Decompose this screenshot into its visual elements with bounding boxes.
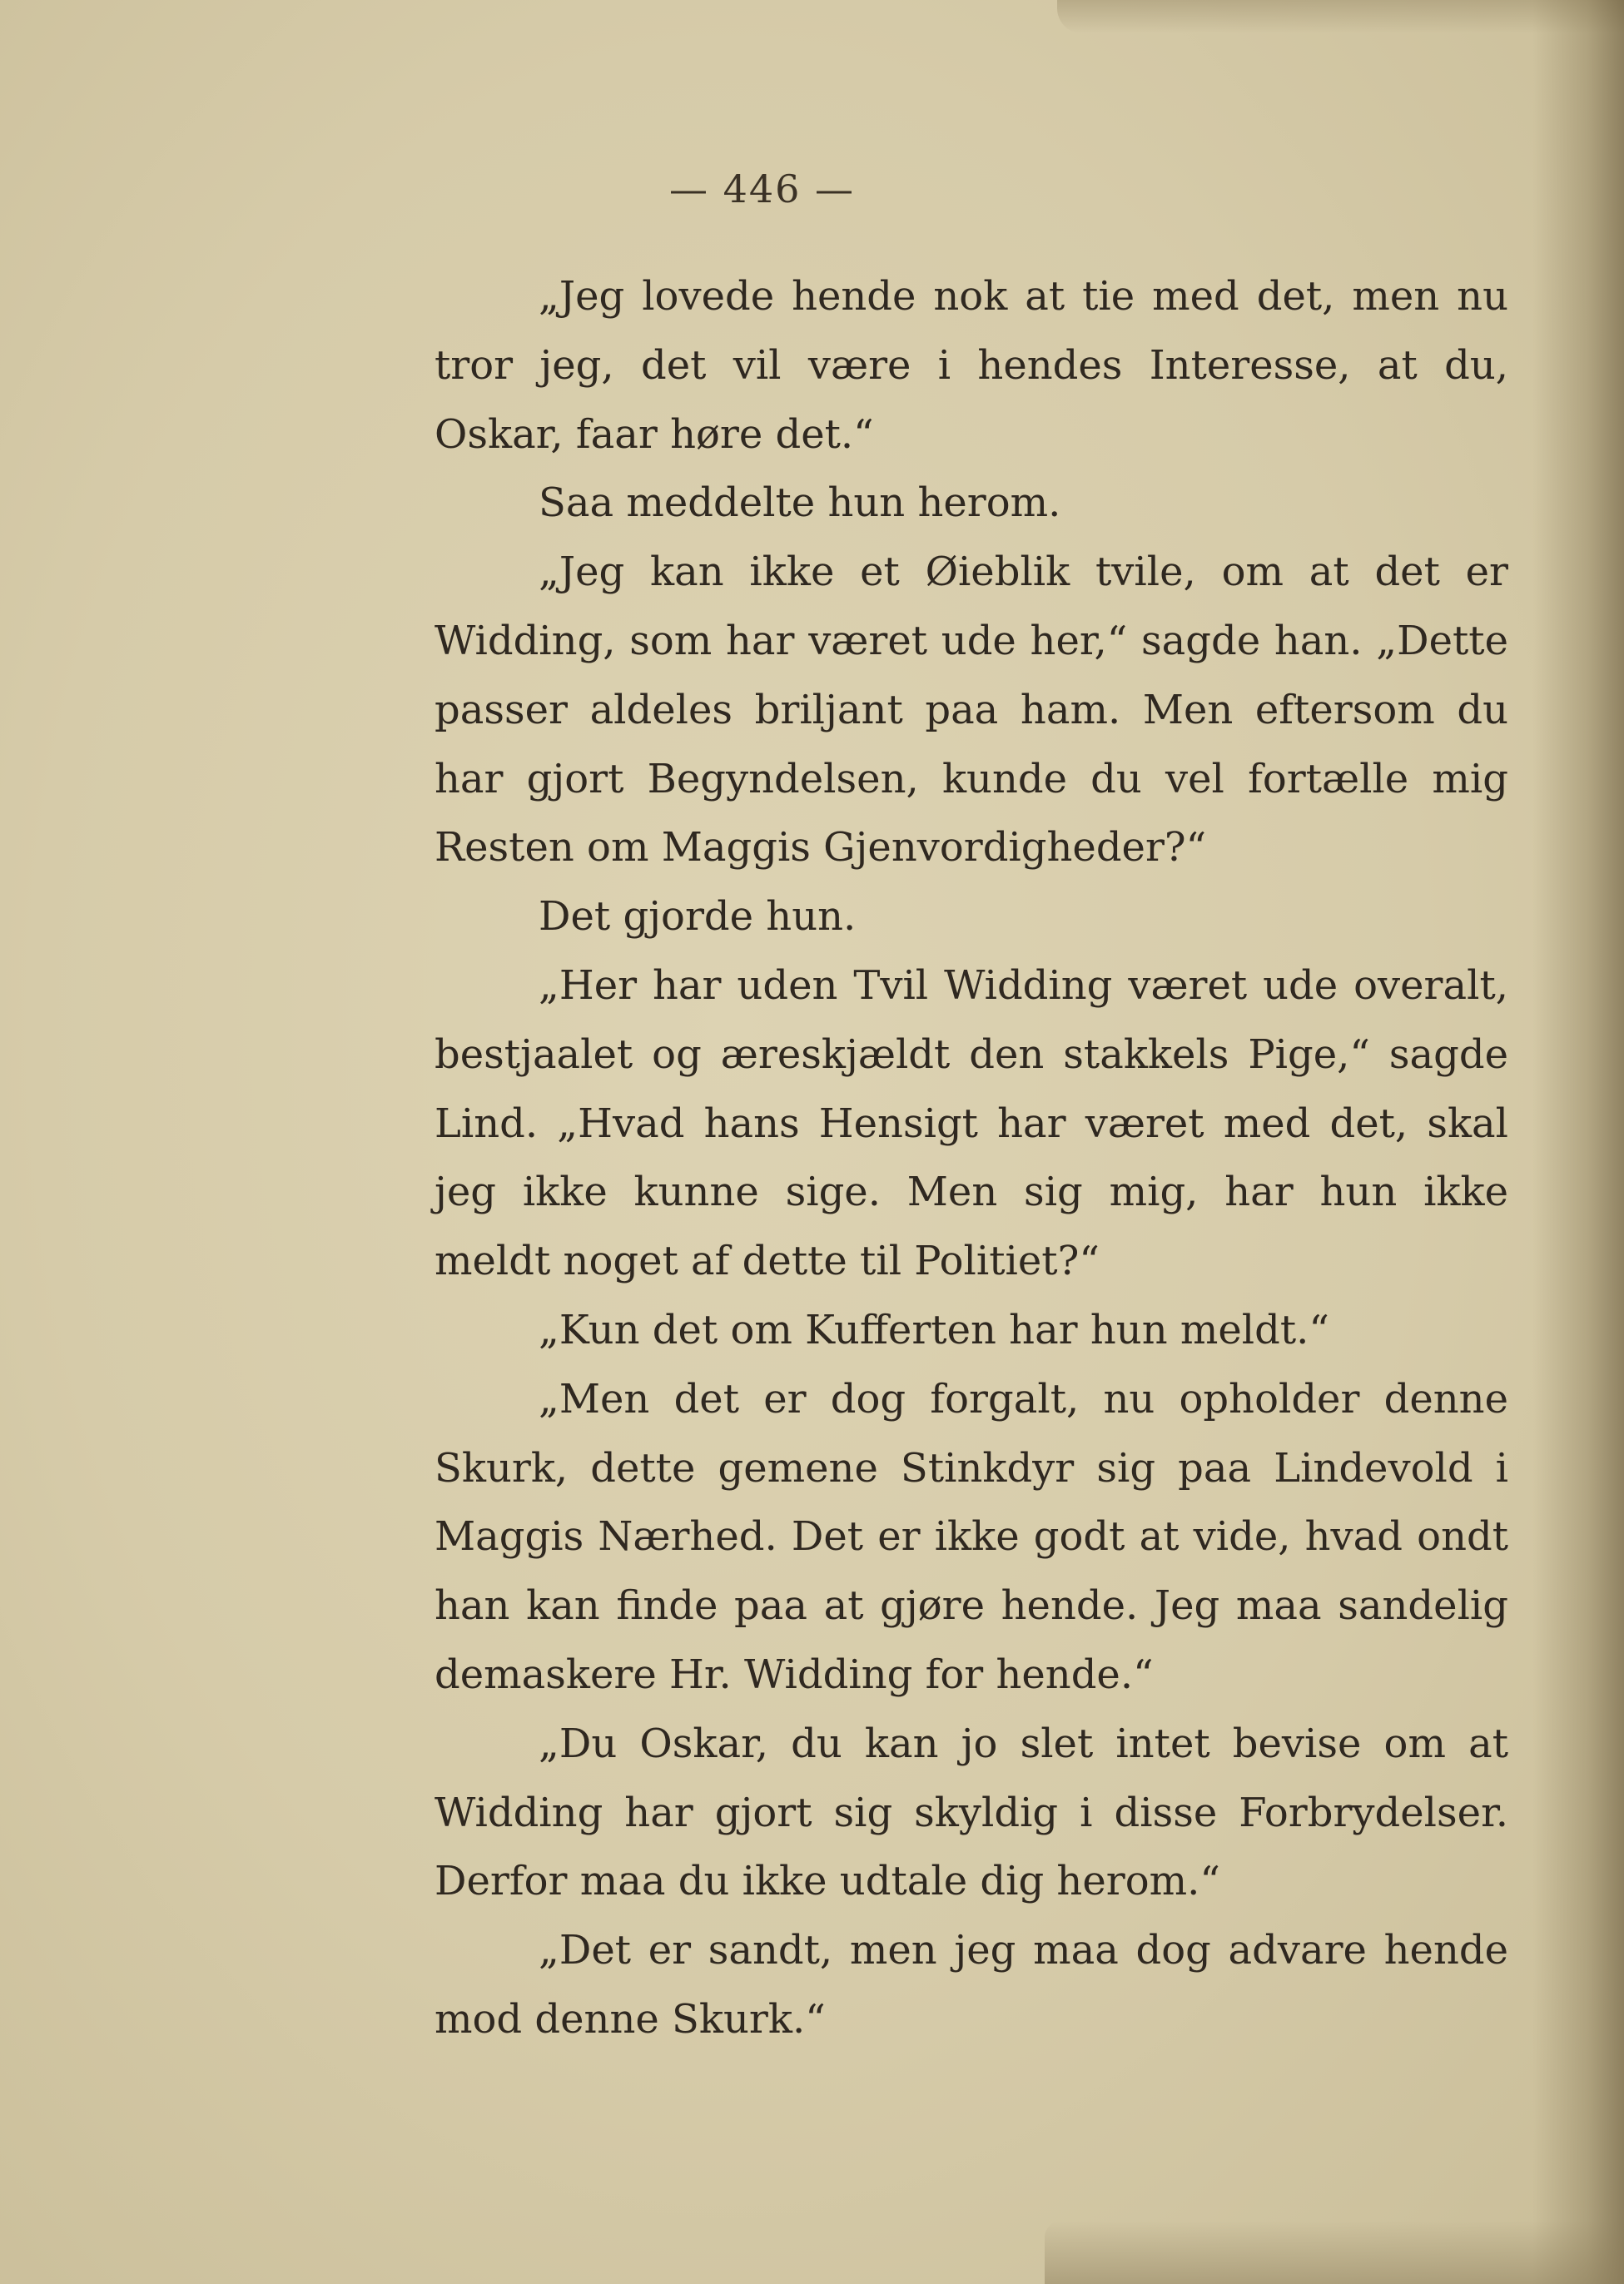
paragraph: „Du Oskar, du kan jo slet intet bevise om at Widding har gjort sig skyldig i disse Forbrydelser. Derfor maa du ikke udtale dig herom.“ xyxy=(435,1720,1508,1905)
paragraph: „Her har uden Tvil Widding været ude overalt, bestjaalet og æreskjældt den stakkels Pige,“ sagde Lind. „Hvad hans Hensigt har været med det, skal jeg ikke kunne sige. Men sig mig, har hun ikke meldt noget af dette til Politiet?“ xyxy=(435,961,1508,1285)
page-edge-bottom-shadow xyxy=(1045,2221,1624,2284)
body-text xyxy=(435,262,1508,2054)
paragraph: Saa meddelte hun herom. xyxy=(539,479,1061,527)
paragraph: Det gjorde hun. xyxy=(539,893,857,941)
page-number: — 446 — xyxy=(668,166,856,211)
paragraph: „Men det er dog forgalt, nu opholder denne Skurk, dette gemene Stinkdyr sig paa Lindevold i Maggis Nærhed. Det er ikke godt at vide, hvad ondt han kan finde paa at gjøre hende. Jeg maa sandelig demaskere Hr. Widding for hende.“ xyxy=(435,1375,1508,1698)
paragraph: „Kun det om Kufferten har hun meldt.“ xyxy=(539,1306,1329,1353)
page-edge-right-shadow xyxy=(1532,0,1624,2284)
paragraph: „Jeg lovede hende nok at tie med det, men nu tror jeg, det vil være i hendes Interesse, at du, Oskar, faar høre det.“ xyxy=(435,273,1508,458)
paragraph: „Det er sandt, men jeg maa dog advare hende mod denne Skurk.“ xyxy=(435,1927,1508,2043)
paragraph: „Jeg kan ikke et Øieblik tvile, om at det er Widding, som har været ude her,“ sagde han. „Dette passer aldeles briljant paa ham. Men eftersom du har gjort Begyndelsen, kunde du vel fortælle mig Resten om Maggis Gjenvordigheder?“ xyxy=(435,549,1508,871)
